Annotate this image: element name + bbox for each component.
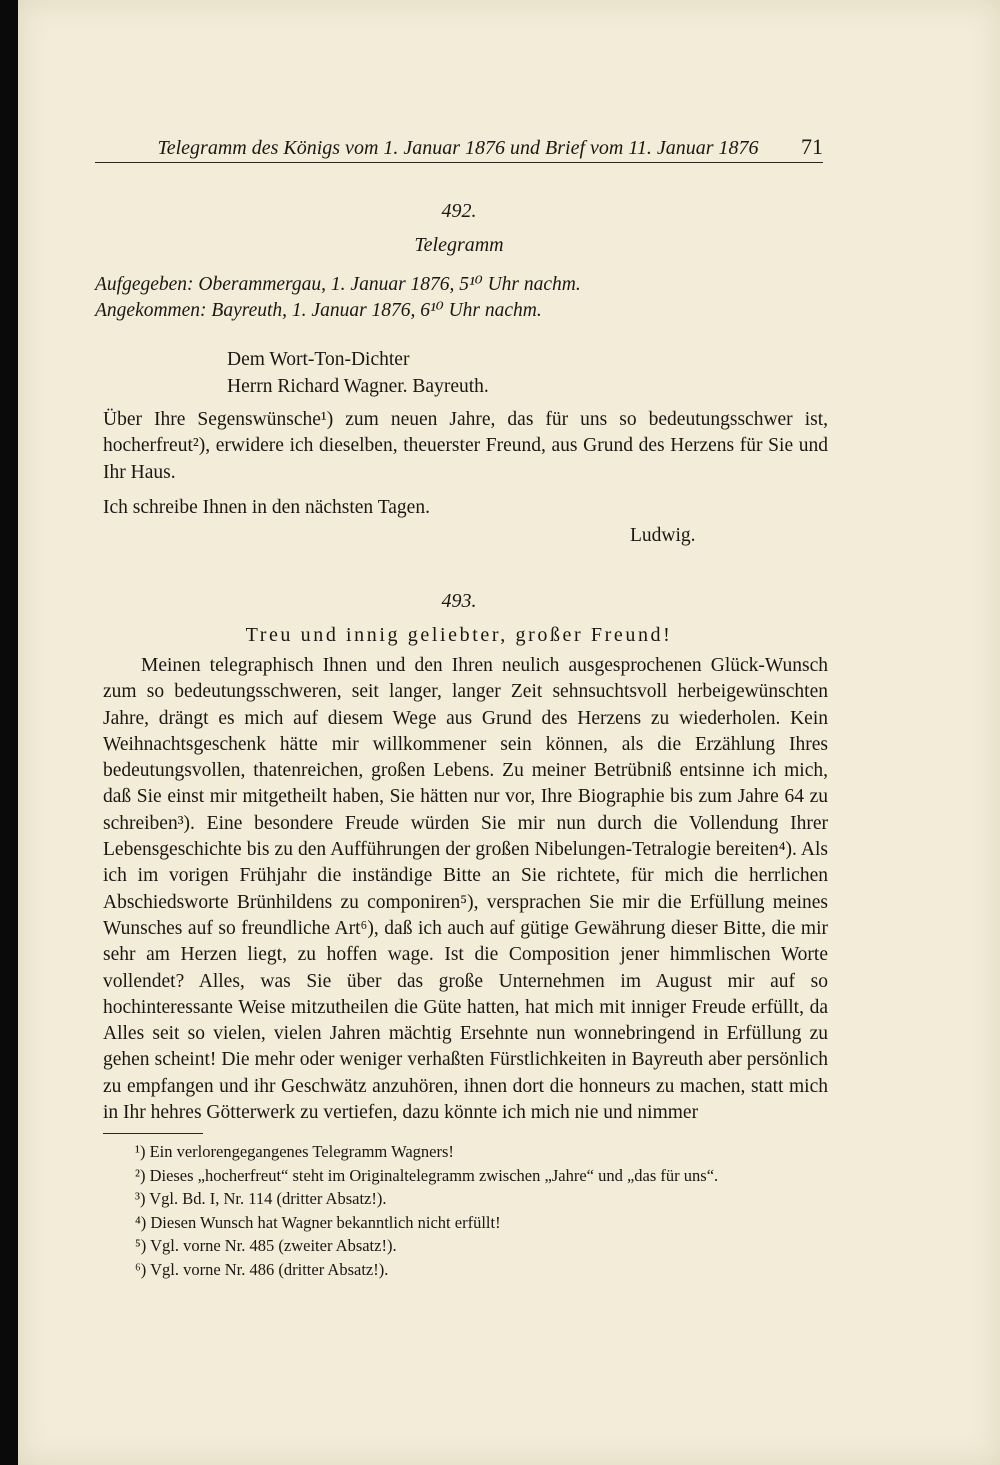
telegram-number: 492. [441, 200, 477, 222]
footnotes [135, 1140, 835, 1282]
telegram-closing: Ich schreibe Ihnen in den nächsten Tagen. [103, 497, 430, 518]
footnote-2: ²) Dieses „hocherfreut“ steht im Originaltelegramm zwischen „Jahre“ und „das für uns“. [135, 1165, 719, 1185]
header-rule [95, 162, 823, 163]
address-line-2: Herrn Richard Wagner. Bayreuth. [227, 376, 489, 397]
received-line: Angekommen: Bayreuth, 1. Januar 1876, 6¹⁰ Uhr nachm. [95, 300, 542, 321]
footnote-rule [103, 1133, 203, 1134]
footnote-4: ⁴) Diesen Wunsch hat Wagner bekanntlich nicht erfüllt! [135, 1212, 501, 1232]
telegram-signature: Ludwig. [630, 525, 696, 546]
letter-greeting: Treu und innig geliebter, großer Freund! [245, 624, 673, 646]
telegram-text: Über Ihre Segenswünsche¹) zum neuen Jahre, das für uns so bedeutungsschwer ist, hocherfreut²), erwidere ich dieselben, theuerster Freund, aus Grund des Herzens für Sie und Ihr Haus. [103, 409, 828, 483]
address-line-1: Dem Wort-Ton-Dichter [227, 349, 410, 370]
letter-number: 493. [441, 590, 477, 612]
running-header [95, 133, 823, 162]
running-header-title: Telegramm des Königs vom 1. Januar 1876 und Brief vom 11. Januar 1876 [157, 137, 759, 159]
sent-line: Aufgegeben: Oberammergau, 1. Januar 1876, 5¹⁰ Uhr nachm. [95, 274, 581, 295]
footnote-6: ⁶) Vgl. vorne Nr. 486 (dritter Absatz!). [135, 1259, 389, 1279]
footnote-5: ⁵) Vgl. vorne Nr. 485 (zweiter Absatz!). [135, 1236, 397, 1256]
footnote-3: ³) Vgl. Bd. I, Nr. 114 (dritter Absatz!). [135, 1189, 387, 1209]
letter-body: Meinen telegraphisch Ihnen und den Ihren neulich ausgesprochenen Glück-Wunsch zum so bedeutungsschweren, seit langer, langer Zeit sehnsuchtsvoll herbeigewünschten Jahre, drängt es mich auf diesem Wege aus Grund des Herzens zu wiederholen. Kein Weihnachtsgeschenk hätte mir willkommener sein können, als die Erzählung Ihres bedeutungsvollen, thatenreichen, großen Lebens. Zu meiner Betrübniß entsinne ich mich, daß Sie einst mir mitgetheilt haben, Sie hätten nur vor, Ihre Biographie bis zum Jahre 64 zu schreiben³). Eine besondere Freude würden Sie mir nun durch die Vollendung Ihrer Lebensgeschichte bis zu den Aufführungen der großen Nibelungen-Tetralogie bereiten⁴). Als ich im vorigen Frühjahr die inständige Bitte an Sie richtete, für mich die herrlichen Abschiedsworte Brünhildens zu componiren⁵), versprachen Sie mir die Erfüllung meines Wunsches auf so freundliche Art⁶), daß ich auch auf gütige Gewährung dieser Bitte, die mir sehr am Herzen liegt, zu hoffen wage. Ist die Composition jener himmlischen Worte vollendet? Alles, was Sie über das große Unternehmen im August mir auf so hochinteressante Weise mitzutheilen die Güte hatten, hat mich mit inniger Freude erfüllt, da Alles seit so vielen, vielen Jahren mächtig Ersehnte nun wonnebringend in Erfüllung zu gehen scheint! Die mehr oder weniger verhaßten Fürstlichkeiten in Bayreuth aber persönlich zu empfangen und ihr Geschwätz anzuhören, ihnen dort die honneurs zu machen, statt mich in Ihr hehres Götterwerk zu vertiefen, dazu könnte ich mich nie und nimmer [103, 655, 828, 1124]
telegram-heading: Telegramm [414, 234, 504, 256]
footnote-1: ¹) Ein verlorengegangenes Telegramm Wagners! [135, 1142, 454, 1161]
page-number: 71 [801, 134, 823, 159]
